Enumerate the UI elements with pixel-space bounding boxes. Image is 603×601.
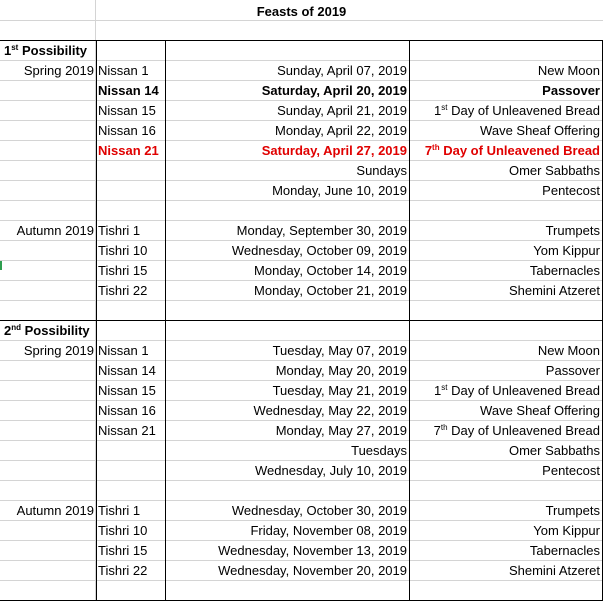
feast-name: Omer Sabbaths xyxy=(508,163,600,178)
feast-name: Wave Sheaf Offering xyxy=(480,123,600,138)
hebrew-date-cell[interactable]: Tishri 1 xyxy=(98,503,141,518)
season-cell[interactable] xyxy=(0,241,96,261)
feast-name-cell[interactable] xyxy=(410,561,603,581)
feast-name: Omer Sabbaths xyxy=(508,443,600,458)
feast-name: Trumpets xyxy=(545,503,600,518)
gridline-horizontal xyxy=(0,280,603,281)
gridline-horizontal xyxy=(0,160,603,161)
season-cell[interactable]: Autumn 2019 xyxy=(16,503,94,518)
gridline-horizontal xyxy=(0,580,603,581)
hebrew-date-cell[interactable] xyxy=(96,461,165,481)
blank-row xyxy=(0,201,603,221)
hebrew-date-cell[interactable]: Tishri 1 xyxy=(98,223,141,238)
gregorian-date-cell[interactable]: Sundays xyxy=(356,163,407,178)
feast-name: Day of Unleavened Bread xyxy=(447,103,600,118)
column-border xyxy=(409,40,410,601)
column-border xyxy=(96,40,97,601)
feast-ordinal: 7 xyxy=(433,423,441,438)
season-cell[interactable] xyxy=(0,421,96,441)
feast-name-cell[interactable] xyxy=(410,141,603,161)
gridline-horizontal xyxy=(0,500,603,501)
table-row xyxy=(0,141,603,161)
table-row xyxy=(0,181,603,201)
feast-name: Pentecost xyxy=(542,463,600,478)
heading-ordinal: 2 xyxy=(4,323,12,338)
gridline-horizontal xyxy=(0,380,603,381)
feast-name-cell[interactable] xyxy=(410,281,603,301)
gregorian-date-cell[interactable]: Monday, April 22, 2019 xyxy=(274,123,407,138)
feast-name-cell[interactable] xyxy=(410,381,603,401)
gridline-horizontal xyxy=(0,360,603,361)
feast-ordinal: 7 xyxy=(424,143,433,158)
feast-name: Tabernacles xyxy=(529,543,600,558)
hebrew-date-cell[interactable]: Nissan 21 xyxy=(98,423,156,438)
feast-name-cell[interactable] xyxy=(410,421,603,441)
gregorian-date-cell[interactable]: Saturday, April 27, 2019 xyxy=(261,143,407,158)
heading-ordinal: 1 xyxy=(4,43,12,58)
table-row xyxy=(0,121,603,141)
season-cell[interactable]: Spring 2019 xyxy=(23,63,94,78)
gregorian-date-cell[interactable]: Monday, September 30, 2019 xyxy=(236,223,407,238)
gregorian-date-cell[interactable]: Tuesdays xyxy=(351,443,407,458)
feast-name: New Moon xyxy=(537,343,600,358)
feast-ordinal-suffix: th xyxy=(440,423,448,432)
gregorian-date-cell[interactable]: Friday, November 08, 2019 xyxy=(250,523,407,538)
gregorian-date-cell[interactable]: Wednesday, November 20, 2019 xyxy=(218,563,407,578)
season-cell[interactable] xyxy=(0,401,96,421)
table-row xyxy=(0,101,603,121)
table-row xyxy=(0,161,603,181)
feast-name: Passover xyxy=(542,83,600,98)
gregorian-date-cell[interactable]: Wednesday, May 22, 2019 xyxy=(253,403,407,418)
hebrew-date-cell[interactable] xyxy=(96,161,165,181)
hebrew-date-cell[interactable]: Nissan 15 xyxy=(98,103,156,118)
column-border xyxy=(165,40,166,601)
feast-ordinal: 1 xyxy=(434,383,442,398)
table-row xyxy=(0,61,603,81)
possibility-heading[interactable] xyxy=(0,41,165,61)
table-row xyxy=(0,261,603,281)
gregorian-date-cell[interactable]: Saturday, April 20, 2019 xyxy=(261,83,407,98)
season-cell[interactable] xyxy=(0,121,96,141)
gregorian-date-cell[interactable]: Tuesday, May 21, 2019 xyxy=(272,383,407,398)
gridline-horizontal xyxy=(0,300,603,301)
gridline-horizontal xyxy=(0,60,603,61)
table-row xyxy=(0,421,603,441)
feast-name: Day of Unleavened Bread xyxy=(447,423,600,438)
hebrew-date-cell[interactable]: Nissan 14 xyxy=(98,83,159,98)
hebrew-date-cell[interactable]: Tishri 22 xyxy=(98,563,148,578)
feast-name: Wave Sheaf Offering xyxy=(480,403,600,418)
feast-name-cell[interactable] xyxy=(410,121,603,141)
gregorian-date-cell[interactable]: Sunday, April 21, 2019 xyxy=(277,103,407,118)
section-border-middle xyxy=(0,320,603,321)
table-row xyxy=(0,461,603,481)
section-heading-row xyxy=(0,41,603,61)
feast-name-cell[interactable] xyxy=(410,261,603,281)
gridline-horizontal xyxy=(0,120,603,121)
feast-name-cell[interactable] xyxy=(410,81,603,101)
feast-name-cell[interactable] xyxy=(410,441,603,461)
gridline-horizontal xyxy=(0,400,603,401)
hebrew-date-cell[interactable]: Tishri 10 xyxy=(98,523,148,538)
feast-ordinal: 1 xyxy=(434,103,442,118)
table-row xyxy=(0,501,603,521)
feast-name-cell[interactable] xyxy=(410,241,603,261)
hebrew-date-cell[interactable]: Nissan 15 xyxy=(98,383,156,398)
season-cell[interactable] xyxy=(0,81,96,101)
season-cell[interactable] xyxy=(0,541,96,561)
table-row xyxy=(0,401,603,421)
gridline-horizontal xyxy=(0,260,603,261)
gridline-horizontal xyxy=(0,140,603,141)
season-cell[interactable] xyxy=(0,441,96,461)
table-row xyxy=(0,241,603,261)
feast-name: Day of Unleavened Bread xyxy=(447,383,600,398)
table-row xyxy=(0,381,603,401)
feast-name-cell[interactable] xyxy=(410,61,603,81)
gridline-horizontal xyxy=(0,460,603,461)
season-cell[interactable] xyxy=(0,101,96,121)
table-row xyxy=(0,221,603,241)
feast-name: Day of Unleavened Bread xyxy=(439,143,600,158)
hebrew-date-cell[interactable]: Tishri 22 xyxy=(98,283,148,298)
feast-ordinal-suffix: st xyxy=(441,383,448,392)
feast-name-cell[interactable] xyxy=(410,541,603,561)
season-cell[interactable] xyxy=(0,381,96,401)
feast-name: Yom Kippur xyxy=(533,243,600,258)
gridline-horizontal xyxy=(0,240,603,241)
gregorian-date-cell[interactable]: Sunday, April 07, 2019 xyxy=(277,63,407,78)
table-row xyxy=(0,281,603,301)
gridline-horizontal xyxy=(0,20,603,21)
feast-name: Yom Kippur xyxy=(533,523,600,538)
table-row xyxy=(0,521,603,541)
gridline-horizontal xyxy=(0,440,603,441)
feast-name-cell[interactable] xyxy=(410,101,603,121)
feast-name: Passover xyxy=(545,363,600,378)
hebrew-date-cell[interactable]: Nissan 21 xyxy=(98,143,159,158)
gregorian-date-cell[interactable]: Monday, October 14, 2019 xyxy=(254,263,407,278)
gregorian-date-cell[interactable]: Wednesday, October 30, 2019 xyxy=(231,503,407,518)
gridline-horizontal xyxy=(0,180,603,181)
table-row xyxy=(0,81,603,101)
hebrew-date-cell[interactable]: Nissan 16 xyxy=(98,123,156,138)
hebrew-date-cell[interactable]: Nissan 1 xyxy=(98,63,149,78)
feast-name: Shemini Atzeret xyxy=(508,283,600,298)
feast-ordinal-suffix: st xyxy=(441,103,448,112)
title-row xyxy=(0,2,603,22)
season-cell[interactable] xyxy=(0,161,96,181)
feast-ordinal-suffix: th xyxy=(432,143,440,152)
heading-text: Possibility xyxy=(21,43,88,58)
feast-name: Trumpets xyxy=(545,223,600,238)
possibility-heading[interactable] xyxy=(0,321,165,341)
hebrew-date-cell[interactable]: Tishri 15 xyxy=(98,543,148,558)
gregorian-date-cell[interactable]: Wednesday, November 13, 2019 xyxy=(218,543,407,558)
gridline-horizontal xyxy=(0,540,603,541)
gridline-horizontal xyxy=(0,220,603,221)
row-marker-tick xyxy=(0,261,2,270)
hebrew-date-cell[interactable]: Tishri 15 xyxy=(98,263,148,278)
gridline-horizontal xyxy=(0,100,603,101)
season-cell[interactable]: Autumn 2019 xyxy=(16,223,94,238)
hebrew-date-cell[interactable]: Nissan 1 xyxy=(98,343,149,358)
gridline-horizontal xyxy=(0,340,603,341)
table-row xyxy=(0,561,603,581)
gregorian-date-cell[interactable]: Monday, May 20, 2019 xyxy=(275,363,407,378)
feast-name-cell[interactable] xyxy=(410,341,603,361)
feast-name-cell[interactable] xyxy=(410,501,603,521)
hebrew-date-cell[interactable] xyxy=(96,181,165,201)
gridline-horizontal xyxy=(0,200,603,201)
feast-name-cell[interactable] xyxy=(410,401,603,421)
season-cell[interactable] xyxy=(0,561,96,581)
table-row xyxy=(0,541,603,561)
section-border-top xyxy=(0,40,603,41)
gridline-horizontal xyxy=(0,520,603,521)
feast-name: Pentecost xyxy=(542,183,600,198)
hebrew-date-cell[interactable]: Nissan 14 xyxy=(98,363,156,378)
table-row xyxy=(0,361,603,381)
gregorian-date-cell[interactable]: Monday, June 10, 2019 xyxy=(272,183,407,198)
feast-name-cell[interactable] xyxy=(410,361,603,381)
gregorian-date-cell[interactable]: Monday, October 21, 2019 xyxy=(254,283,407,298)
blank-row xyxy=(0,481,603,501)
feast-name: Shemini Atzeret xyxy=(508,563,600,578)
feast-name-cell[interactable] xyxy=(410,221,603,241)
season-cell[interactable] xyxy=(0,281,96,301)
season-cell[interactable] xyxy=(0,141,96,161)
sheet-title[interactable]: Feasts of 2019 xyxy=(256,4,347,19)
feast-name-cell[interactable] xyxy=(410,161,603,181)
gregorian-date-cell[interactable]: Wednesday, July 10, 2019 xyxy=(254,463,407,478)
season-cell[interactable] xyxy=(0,361,96,381)
section-heading-row xyxy=(0,321,603,341)
feast-name-cell[interactable] xyxy=(410,181,603,201)
gregorian-date-cell[interactable]: Monday, May 27, 2019 xyxy=(275,423,407,438)
feast-name-cell[interactable] xyxy=(410,461,603,481)
hebrew-date-cell[interactable] xyxy=(96,441,165,461)
gregorian-date-cell[interactable]: Wednesday, October 09, 2019 xyxy=(231,243,407,258)
hebrew-date-cell[interactable]: Nissan 16 xyxy=(98,403,156,418)
gridline-horizontal xyxy=(0,80,603,81)
feast-name: Tabernacles xyxy=(529,263,600,278)
heading-ordinal-suffix: st xyxy=(11,43,19,52)
table-row xyxy=(0,441,603,461)
season-cell[interactable] xyxy=(0,461,96,481)
table-row xyxy=(0,341,603,361)
feast-name: New Moon xyxy=(537,63,600,78)
gridline-horizontal xyxy=(0,560,603,561)
season-cell[interactable]: Spring 2019 xyxy=(23,343,94,358)
gridline-horizontal xyxy=(0,420,603,421)
heading-ordinal-suffix: nd xyxy=(11,323,22,332)
hebrew-date-cell[interactable]: Tishri 10 xyxy=(98,243,148,258)
season-cell[interactable] xyxy=(0,521,96,541)
season-cell[interactable] xyxy=(0,261,96,281)
gregorian-date-cell[interactable]: Tuesday, May 07, 2019 xyxy=(272,343,407,358)
gridline-horizontal xyxy=(0,480,603,481)
heading-text: Possibility xyxy=(24,323,90,338)
season-cell[interactable] xyxy=(0,181,96,201)
blank-row xyxy=(0,301,603,321)
feast-name-cell[interactable] xyxy=(410,521,603,541)
